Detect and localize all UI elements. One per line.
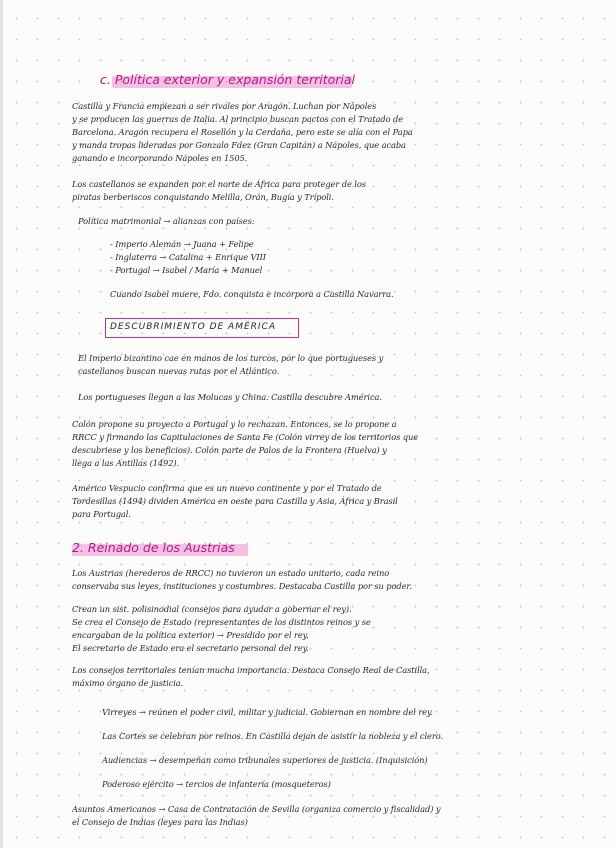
text-line: ganando e incorporando Nápoles en 1505. xyxy=(72,153,248,163)
paragraph-cortes xyxy=(102,730,610,743)
list-alianzas xyxy=(110,238,616,277)
text-line: para Portugal. xyxy=(72,509,131,519)
text-line: El secretario de Estado era el secretario personal del rey. xyxy=(72,643,309,653)
text-line: Los consejos territoriales tenían mucha importancia. Destaca Consejo Real de Castilla, xyxy=(72,665,430,675)
page-edge xyxy=(0,0,3,848)
boxed-heading-descubrimiento: DESCUBRIMIENTO DE AMÉRICA xyxy=(105,318,299,338)
text-line: Virreyes → reúnen el poder civil, militar y judicial. Gobiernan en nombre del rey. xyxy=(102,707,433,717)
text-line: Crean un sist. polisinodial (consejos para ayudar a gobernar el rey). xyxy=(72,604,352,614)
paragraph-navarra xyxy=(110,288,616,301)
list-item: - Inglaterra → Catalina + Enrique VIII xyxy=(110,252,266,262)
paragraph-castilla-francia xyxy=(72,100,580,165)
text-line: Cuando Isabel muere, Fdo. conquista e incorpora a Castilla Navarra. xyxy=(110,289,394,299)
text-line: Barcelona. Aragón recupera el Rosellón y la Cerdaña, pero este se alía con el Papa xyxy=(72,127,413,137)
text-line: El Imperio bizantino cae en manos de los turcos, por lo que portugueses y xyxy=(78,353,384,363)
paragraph-politica-matrimonial xyxy=(78,215,586,228)
text-line: el Consejo de Indias (leyes para las Indias) xyxy=(72,817,248,827)
paragraph-vespucio xyxy=(72,482,580,521)
text-line: Los Austrias (herederos de RRCC) no tuvieron un estado unitario, cada reino xyxy=(72,568,390,578)
paragraph-portugueses xyxy=(78,391,586,404)
text-line: y se producen las guerras de Italia. Al principio buscan pactos con el Tratado de xyxy=(72,114,404,124)
text-line: máximo órgano de justicia. xyxy=(72,678,184,688)
text-line: Las Cortes se celebran por reinos. En Castilla dejan de asistir la nobleza y el clero. xyxy=(102,731,443,741)
text-line: Audiencias → desempeñan como tribunales superiores de justicia. (Inquisición) xyxy=(102,755,428,765)
list-item: - Portugal → Isabel / María + Manuel xyxy=(110,265,263,275)
text-line: castellanos buscan nuevas rutas por el Atlántico. xyxy=(78,366,280,376)
paragraph-consejos-territoriales xyxy=(72,664,580,690)
text-line: Política matrimonial → alianzas con países: xyxy=(78,216,255,226)
paragraph-asuntos-americanos xyxy=(72,803,580,829)
paragraph-audiencias xyxy=(102,754,610,767)
text-line: Poderoso ejército → tercios de infantería (mosqueteros) xyxy=(102,779,331,789)
text-line: Américo Vespucio confirma que es un nuevo continente y por el Tratado de xyxy=(72,483,382,493)
text-line: llega a las Antillas (1492). xyxy=(72,458,180,468)
paragraph-africa xyxy=(72,178,580,204)
text-line: RRCC y firmando las Capitulaciones de Santa Fe (Colón virrey de los territorios que xyxy=(72,432,419,442)
paragraph-austrias xyxy=(72,567,580,593)
paragraph-imperio-bizantino xyxy=(78,352,586,378)
text-line: Tordesillas (1494) dividen América en oeste para Castilla y Asia, África y Brasil xyxy=(72,496,398,506)
text-line: y manda tropas lideradas por Gonzalo Fdez (Gran Capitán) a Nápoles, que acaba xyxy=(72,140,406,150)
text-line: encargaban de la política exterior) → Presidido por el rey. xyxy=(72,630,309,640)
paragraph-colon xyxy=(72,418,580,470)
text-line: conservaba sus leyes, instituciones y costumbres. Destacaba Castilla por su poder. xyxy=(72,581,412,591)
paragraph-ejercito xyxy=(102,778,610,791)
paragraph-polisinodial xyxy=(72,603,580,655)
text-line: Castilla y Francia empiezan a ser rivales por Aragón. Luchan por Nápoles xyxy=(72,101,377,111)
section-title-austrias: 2. Reinado de los Austrias xyxy=(72,540,235,555)
section-title-politica: c. Política exterior y expansión territorial xyxy=(100,72,356,87)
text-line: Se crea el Consejo de Estado (representantes de los distintos reinos y se xyxy=(72,617,371,627)
text-line: piratas berberiscos conquistando Melilla, Orán, Bugía y Trípoli. xyxy=(72,192,334,202)
text-line: Asuntos Americanos → Casa de Contratación de Sevilla (organiza comercio y fiscalidad) y xyxy=(72,804,441,814)
text-line: Los portugueses llegan a las Molucas y China. Castilla descubre América. xyxy=(78,392,382,402)
text-line: Los castellanos se expanden por el norte de África para proteger de los xyxy=(72,179,366,189)
text-line: descubriese y los beneficios). Colón parte de Palos de la Frontera (Huelva) y xyxy=(72,445,387,455)
text-line: Colón propone su proyecto a Portugal y lo rechazan. Entonces, se lo propone a xyxy=(72,419,397,429)
paragraph-virreyes xyxy=(102,706,610,719)
list-item: - Imperio Alemán → Juana + Felipe xyxy=(110,239,254,249)
